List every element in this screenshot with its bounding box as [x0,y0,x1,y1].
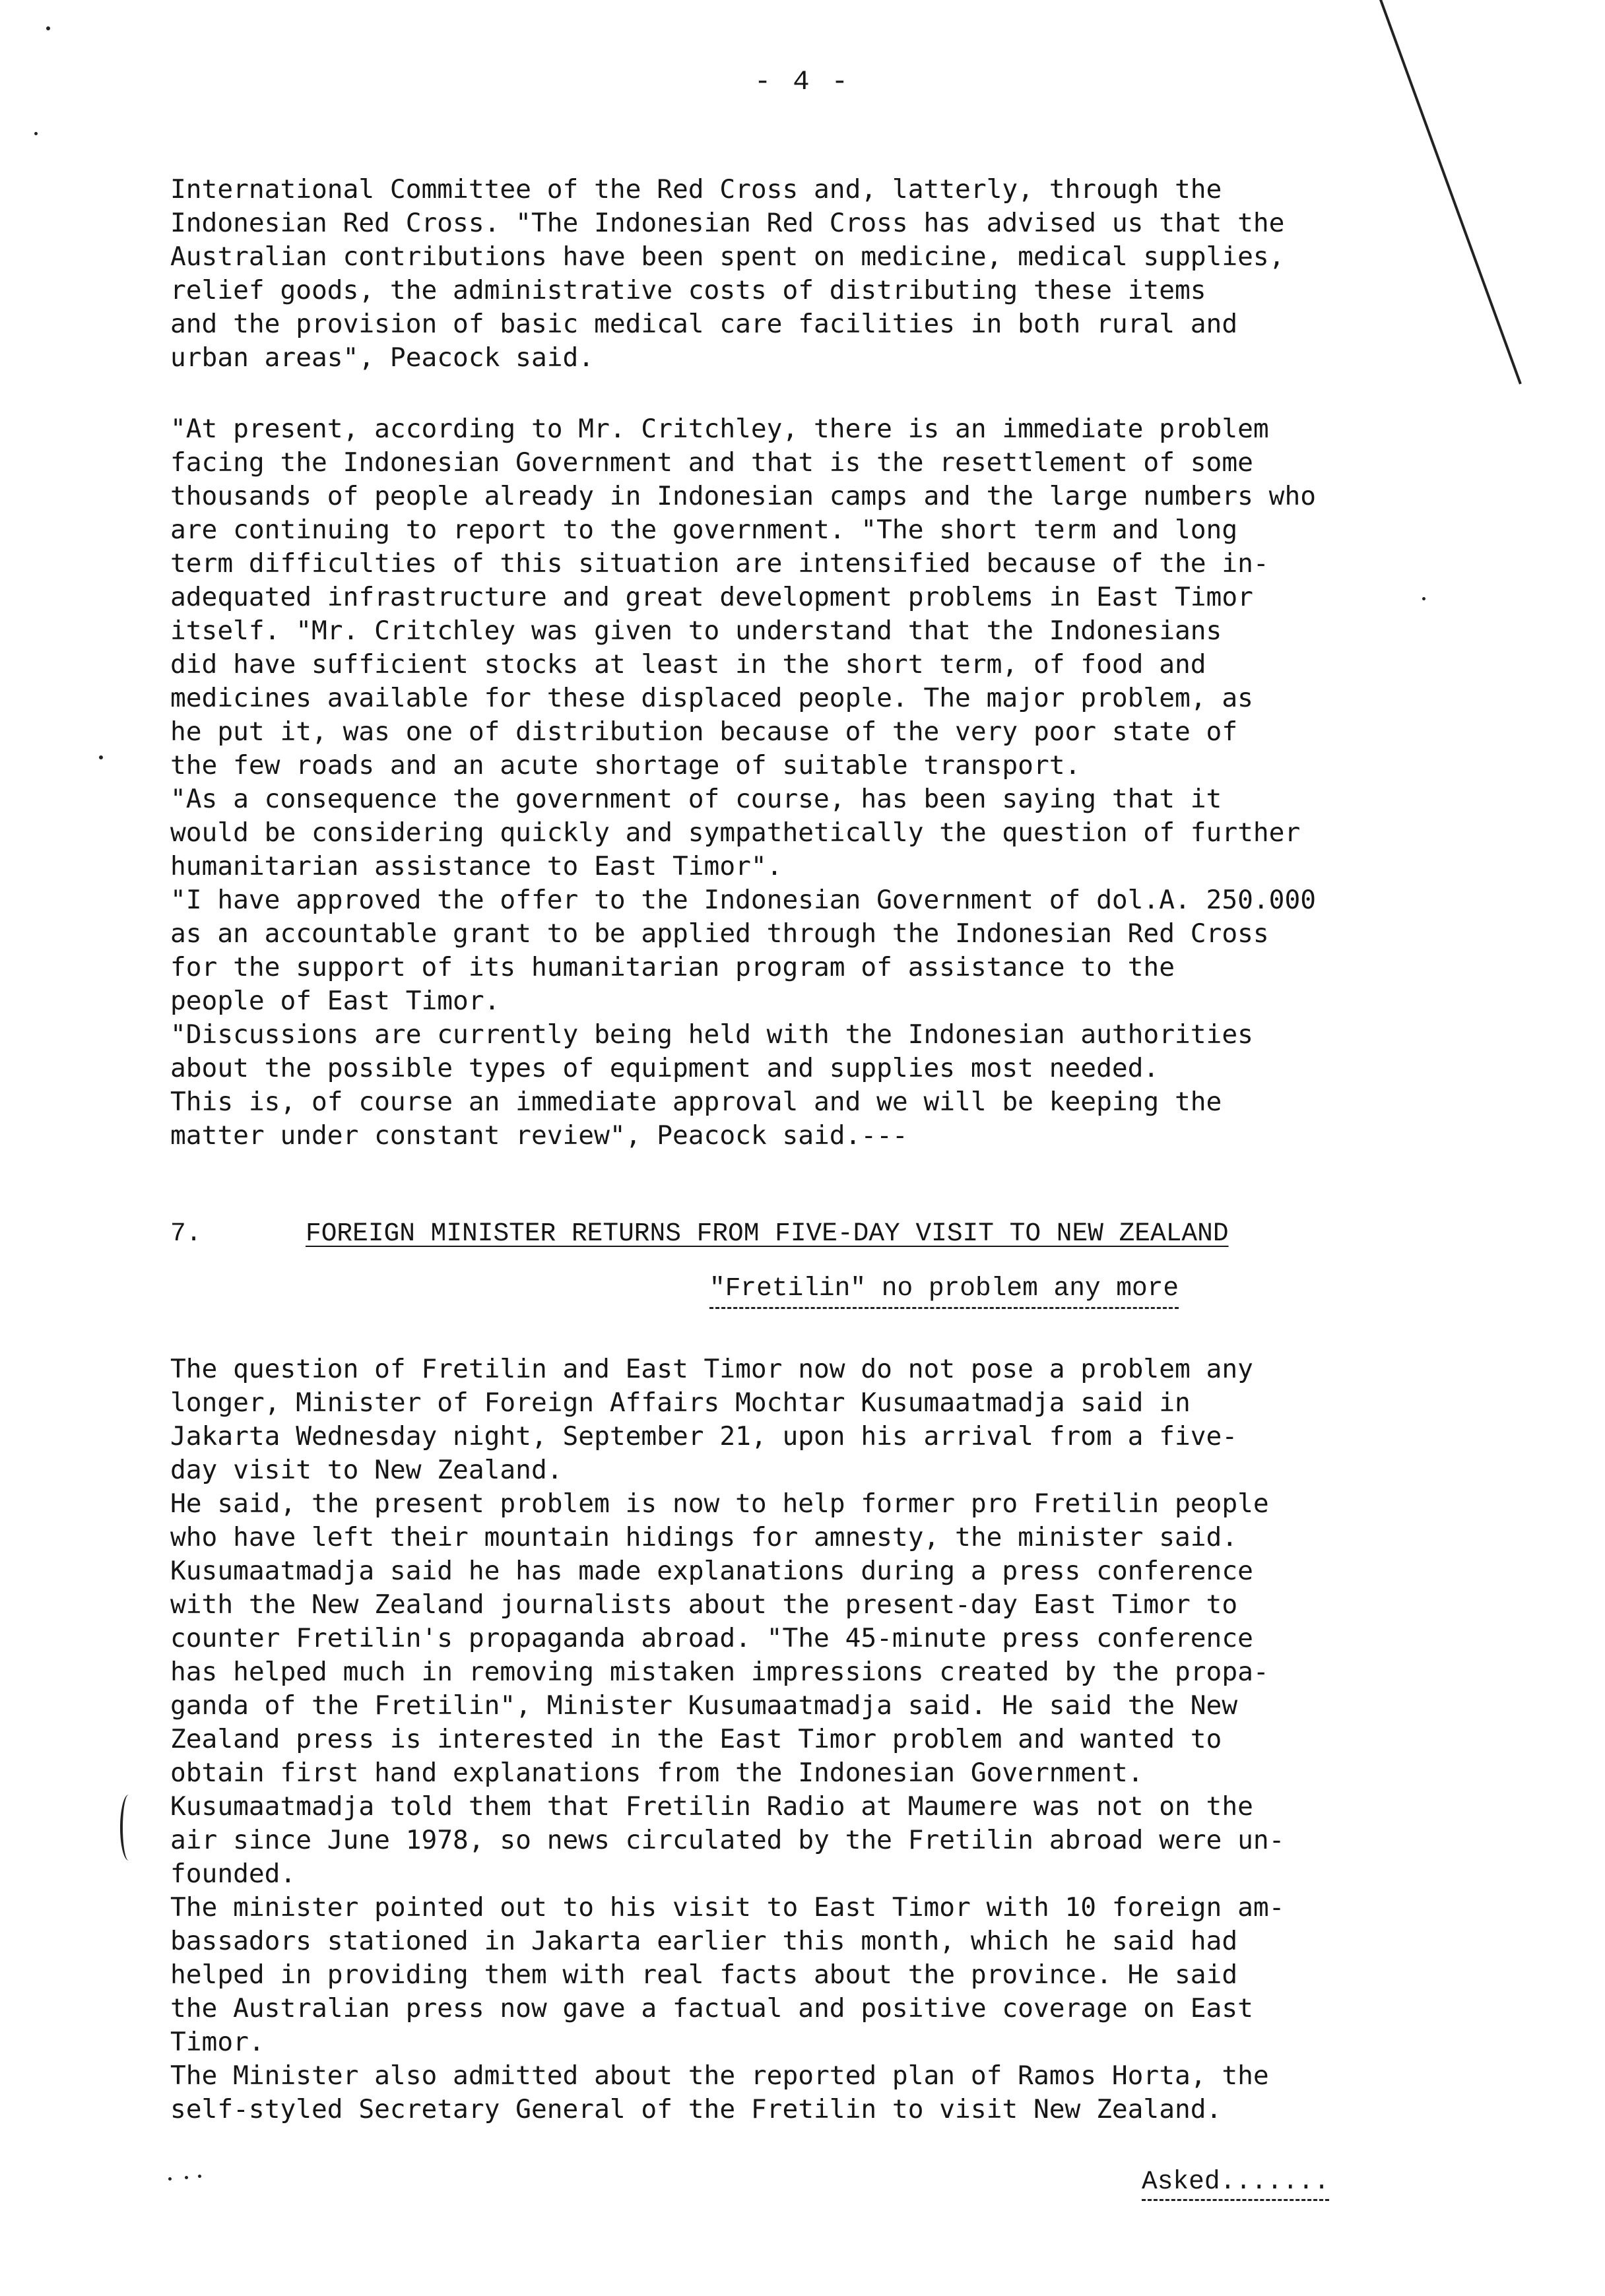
paragraph-red-cross: International Committee of the Red Cross and, latterly, through the Indonesian Red Cross. "The Indonesian Red Cross has advised us that the Australian contributions have been spent on medicine, medical supplies, relief goods, the administrative costs of distributing these items and the provision of basic medical care facilities in both rural and urban areas", Peacock said. [170,174,1285,373]
scan-speck [198,2175,201,2178]
scan-speck [46,26,50,30]
margin-bracket-mark [120,1795,137,1861]
continuation-catchword: Asked....... [1142,2167,1329,2201]
scan-speck [99,755,103,759]
page-number: - 4 - [754,66,851,98]
section-number: 7. [170,1219,202,1248]
scan-speck [34,132,38,135]
scan-speck [185,2176,188,2179]
section-subtitle: "Fretilin" no problem any more [709,1273,1179,1309]
scan-speck [1422,597,1425,600]
section-heading [170,1219,1424,1258]
paragraph-fretilin: The question of Fretilin and East Timor now do not pose a problem any longer, Minister of Foreign Affairs Mochtar Kusumaatmadja said in Jakarta Wednesday night, September 21, upon his arrival from a five- day visit to New Zealand. He said, the present problem is now to help former pro Fretilin people who have left their mountain hidings for amnesty, the minister said. Kusumaatmadja said he has made explanations during a press conference with the New Zealand journalists about the present-day East Timor to counter Fretilin's propaganda abroad. "The 45-minute press conference has helped much in removing mistaken impressions created by the propa- ganda of the Fretilin", Minister Kusumaatmadja said. He said the New Zealand press is interested in the East Timor problem and wanted to obtain first hand explanations from the Indonesian Government. Kusumaatmadja told them that Fretilin Radio at Maumere was not on the air since June 1978, so news circulated by the Fretilin abroad were un- founded. The minister pointed out to his visit to East Timor with 10 foreign am- bassadors stationed in Jakarta earlier this month, which he said had helped in providing them with real facts about the province. He said the Australian press now gave a factual and positive coverage on East Timor. The Minister also admitted about the reported plan of Ramos Horta, the self-styled Secretary General of the Fretilin to visit New Zealand. [170,1354,1285,2124]
scan-speck [168,2177,172,2181]
paragraph-critchley: "At present, according to Mr. Critchley, there is an immediate problem facing the Indonesian Government and that is the resettlement of some thousands of people already in Indonesian camps and the large numbers who are continuing to report to the government. "The short term and long term difficulties of this situation are intensified because of the in- adequated infrastructure and great development problems in East Timor itself. "Mr. Critchley was given to understand that the Indonesians did have sufficient stocks at least in the short term, of food and medicines available for these displaced people. The major problem, as he put it, was one of distribution because of the very poor state of the few roads and an acute shortage of suitable transport. "As a consequence the government of course, has been saying that it would be considering quickly and sympathetically the question of further humanitarian assistance to East Timor". "I have approved the offer to the Indonesian Government of dol.A. 250.000 as an accountable grant to be applied through the Indonesian Red Cross for the support of its humanitarian program of assistance to the people of East Timor. "Discussions are currently being held with the Indonesian authorities about the possible types of equipment and supplies most needed. This is, of course an immediate approval and we will be keeping the matter under constant review", Peacock said.--- [170,414,1317,1151]
section-title: FOREIGN MINISTER RETURNS FROM FIVE-DAY VISIT TO NEW ZEALAND [306,1219,1229,1248]
